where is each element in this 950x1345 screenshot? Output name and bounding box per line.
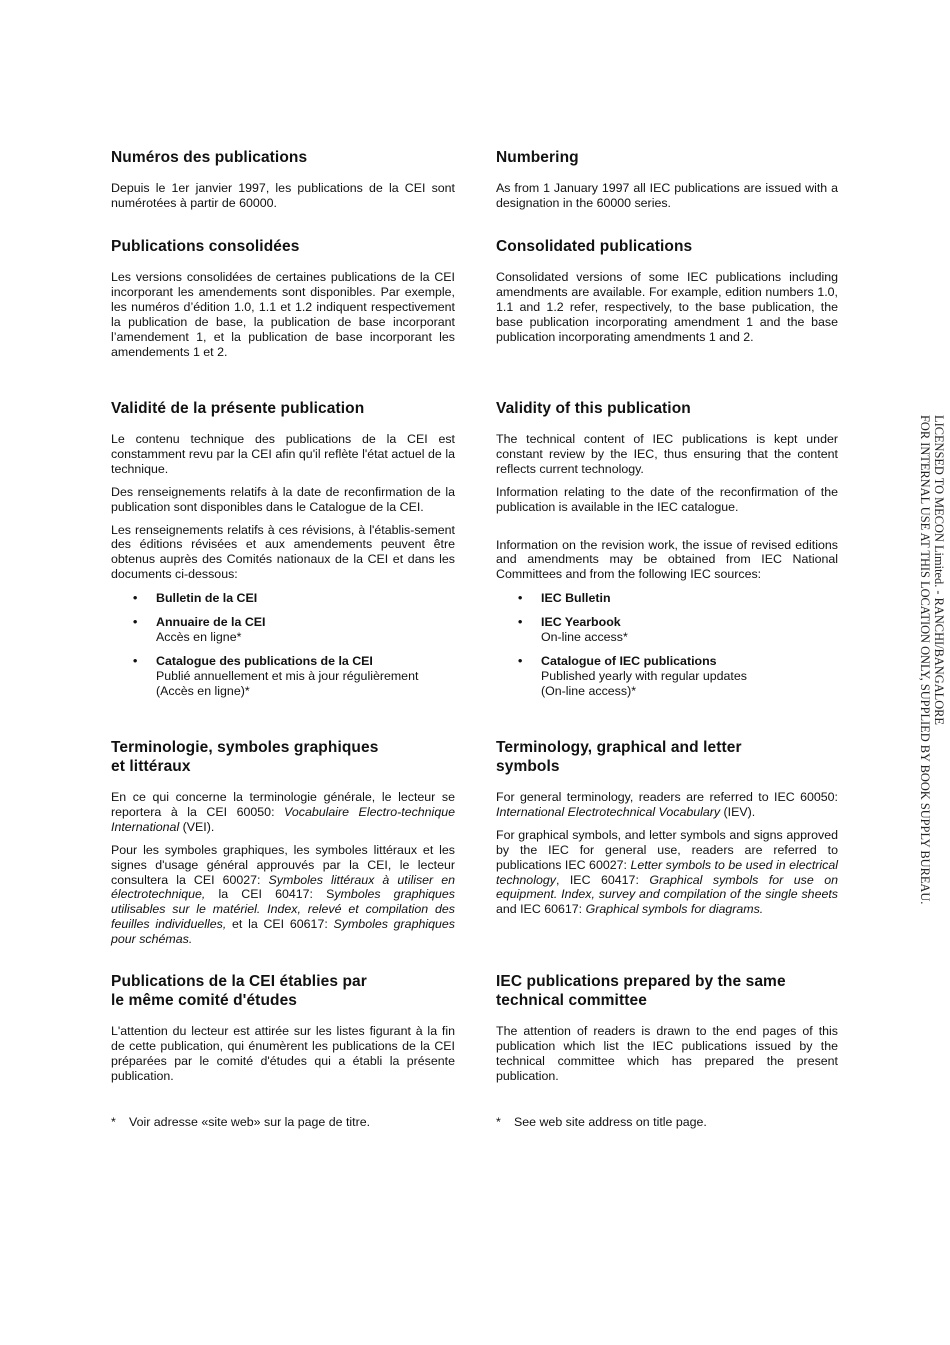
validity-paragraph-3-fr: Les renseignements relatifs à ces révisions, à l'établis-sement des éditions révisées et aux amendements peuvent être obtenus auprès des Comités nationaux de la CEI et dans les documents ci-dessous: [111, 522, 455, 582]
text-committee-en: The attention of readers is drawn to the end pages of this publication which list the IEC publications issued by the technical committee which has prepared the present publication. [496, 1024, 838, 1083]
source-note: Publié annuellement et mis à jour régulièrement [156, 668, 419, 683]
text-numbering-fr: Depuis le 1er janvier 1997, les publications de la CEI sont numérotées à partir de 60000. [111, 181, 455, 210]
italic-title: Symboles graphiques pour schémas. [111, 917, 455, 947]
section-consolidated-fr [111, 237, 455, 359]
license-line-1: LICENSED TO MECON Limited. - RANCHI/BANGALORE [932, 415, 946, 725]
source-note: (Accès en ligne)* [156, 683, 250, 698]
list-item [496, 654, 838, 699]
section-consolidated-en [496, 237, 838, 345]
validity-paragraph-1-en: The technical content of IEC publications is kept under constant review by the IEC, thus ensuring that the content reflects current technology. [496, 432, 838, 476]
heading-line-2: technical committee [496, 992, 647, 1009]
italic-title: ymboles graphiques utilisables sur le matériel. Index, relevé et compilation des feuilles individuelles, [111, 887, 455, 932]
footnote-marker: * [111, 1115, 116, 1129]
sources-list-fr [111, 591, 455, 698]
list-item [111, 615, 455, 645]
source-note: (On-line access)* [541, 683, 637, 698]
text-consolidated-en: Consolidated versions of some IEC publications including amendments are available. For example, edition numbers 1.0, 1.1 and 1.2 refer, respectively, to the base publication, the base publication incorporating amendment 1 and the base publication incorporating amendments 1 and 2. [496, 270, 838, 344]
heading-line-1: Terminology, graphical and letter [496, 739, 742, 756]
heading-numbering-en: Numbering [496, 149, 579, 166]
heading-validity-fr: Validité de la présente publication [111, 400, 365, 417]
section-committee-fr [111, 972, 455, 1084]
footnote-text: See web site address on title page. [514, 1115, 707, 1129]
heading-committee-en [496, 972, 838, 1010]
source-title: • Catalogue of IEC publications [541, 653, 717, 668]
list-item [496, 591, 838, 606]
text-run: et la CEI 60617: [226, 917, 334, 932]
section-numbering-fr [111, 148, 455, 211]
source-title: • Catalogue des publications de la CEI [156, 653, 373, 668]
terminology-paragraph-2-fr [111, 843, 455, 947]
terminology-paragraph-1-fr [111, 790, 455, 835]
heading-line-1: Publications de la CEI établies par [111, 973, 367, 990]
text-run: (VEI). [179, 819, 215, 834]
source-title: • Bulletin de la CEI [156, 591, 258, 606]
text-run: and IEC 60617: [496, 902, 586, 917]
text-run: Pour les symboles graphiques, les symboles littéraux et les signes d'usage général approuvés par la CEI, le lecteur consultera la CEI 60027: [111, 842, 455, 887]
source-title: • Annuaire de la CEI [156, 615, 266, 630]
validity-paragraph-3-en: Information on the revision work, the issue of revised editions and amendments may be obtained from IEC National Committees and from the following IEC sources: [496, 537, 838, 582]
section-terminology-en [496, 738, 838, 917]
italic-title: Graphical symbols for diagrams. [585, 902, 764, 917]
footnote-marker: * [496, 1115, 501, 1129]
terminology-paragraph-1-en [496, 790, 838, 820]
source-title: • IEC Bulletin [541, 591, 611, 606]
source-note: On-line access* [541, 630, 628, 645]
footnote-fr [111, 1115, 455, 1130]
list-item [111, 654, 455, 699]
heading-line-2: symbols [496, 758, 560, 775]
license-line-2: FOR INTERNAL USE AT THIS LOCATION ONLY, SUPPLIED BY BOOK SUPPLY BUREAU. [918, 415, 932, 905]
section-terminology-fr [111, 738, 455, 947]
heading-line-1: IEC publications prepared by the same [496, 973, 786, 990]
heading-consolidated-fr: Publications consolidées [111, 238, 300, 255]
validity-paragraph-2-en: Information relating to the date of the reconfirmation of the publication is available in the IEC catalogue. [496, 484, 838, 514]
validity-paragraph-1-fr: Le contenu technique des publications de la CEI est constamment revu par la CEI afin qu'il reflète l'état actuel de la technique. [111, 432, 455, 476]
text-run: For graphical symbols, and letter symbols and signs approved by the IEC for general use, readers are referred to publications IEC 60027: [496, 827, 838, 872]
italic-title: Vocabulaire Electro-technique International [111, 804, 455, 834]
list-item [496, 615, 838, 645]
list-item [111, 591, 455, 606]
license-stamp [918, 415, 946, 904]
text-run: For general terminology, readers are referred to IEC 60050: [496, 790, 838, 804]
sources-list-en [496, 591, 838, 698]
footnote-en [496, 1115, 838, 1130]
source-note: Published yearly with regular updates [541, 668, 747, 683]
source-title: • IEC Yearbook [541, 615, 621, 630]
text-committee-fr: L'attention du lecteur est attirée sur les listes figurant à la fin de cette publication, qui énumèrent les publications de la CEI préparées par le comité d'études qui a établi la présente publication. [111, 1024, 455, 1083]
section-committee-en [496, 972, 838, 1084]
italic-title: International Electrotechnical Vocabulary [496, 804, 721, 819]
text-run: la CEI 60417: S [205, 887, 335, 902]
text-run: En ce qui concerne la terminologie générale, le lecteur se reportera à la CEI 60050: [111, 790, 455, 819]
text-numbering-en: As from 1 January 1997 all IEC publications are issued with a designation in the 60000 series. [496, 181, 838, 210]
validity-paragraph-2-fr: Des renseignements relatifs à la date de reconfirmation de la publication sont disponibles dans le Catalogue de la CEI. [111, 484, 455, 514]
heading-committee-fr [111, 972, 455, 1010]
section-validity-en [496, 399, 838, 708]
heading-line-2: et littéraux [111, 758, 191, 775]
terminology-paragraph-2-en [496, 828, 838, 917]
text-consolidated-fr: Les versions consolidées de certaines publications de la CEI incorporant les amendements sont disponibles. Par exemple, les numéros d’édition 1.0, 1.1 et 1.2 indiquent respectivement la publication de base, la publication de base incorporant l’amendement 1, et la publication de base incorporant les amendements 1 et 2. [111, 270, 455, 359]
heading-terminology-fr [111, 738, 455, 776]
section-numbering-en [496, 148, 838, 211]
heading-line-1: Terminologie, symboles graphiques [111, 739, 379, 756]
italic-title: Letter symbols to be used in electrical technology [496, 857, 838, 887]
heading-consolidated-en: Consolidated publications [496, 238, 693, 255]
italic-title: Symboles littéraux à utiliser en électrotechnique, [111, 872, 455, 902]
heading-validity-en: Validity of this publication [496, 400, 691, 417]
section-validity-fr [111, 399, 455, 708]
footnote-text: Voir adresse «site web» sur la page de titre. [129, 1115, 371, 1129]
text-run: , IEC 60417: [555, 872, 650, 887]
italic-title: Graphical symbols for use on equipment. Index, survey and compilation of the single sheets [496, 872, 838, 902]
heading-terminology-en [496, 738, 838, 776]
text-run: (IEV). [720, 804, 756, 819]
heading-line-2: le même comité d'études [111, 992, 298, 1009]
source-note: Accès en ligne* [156, 629, 242, 644]
heading-numbering-fr: Numéros des publications [111, 149, 308, 166]
